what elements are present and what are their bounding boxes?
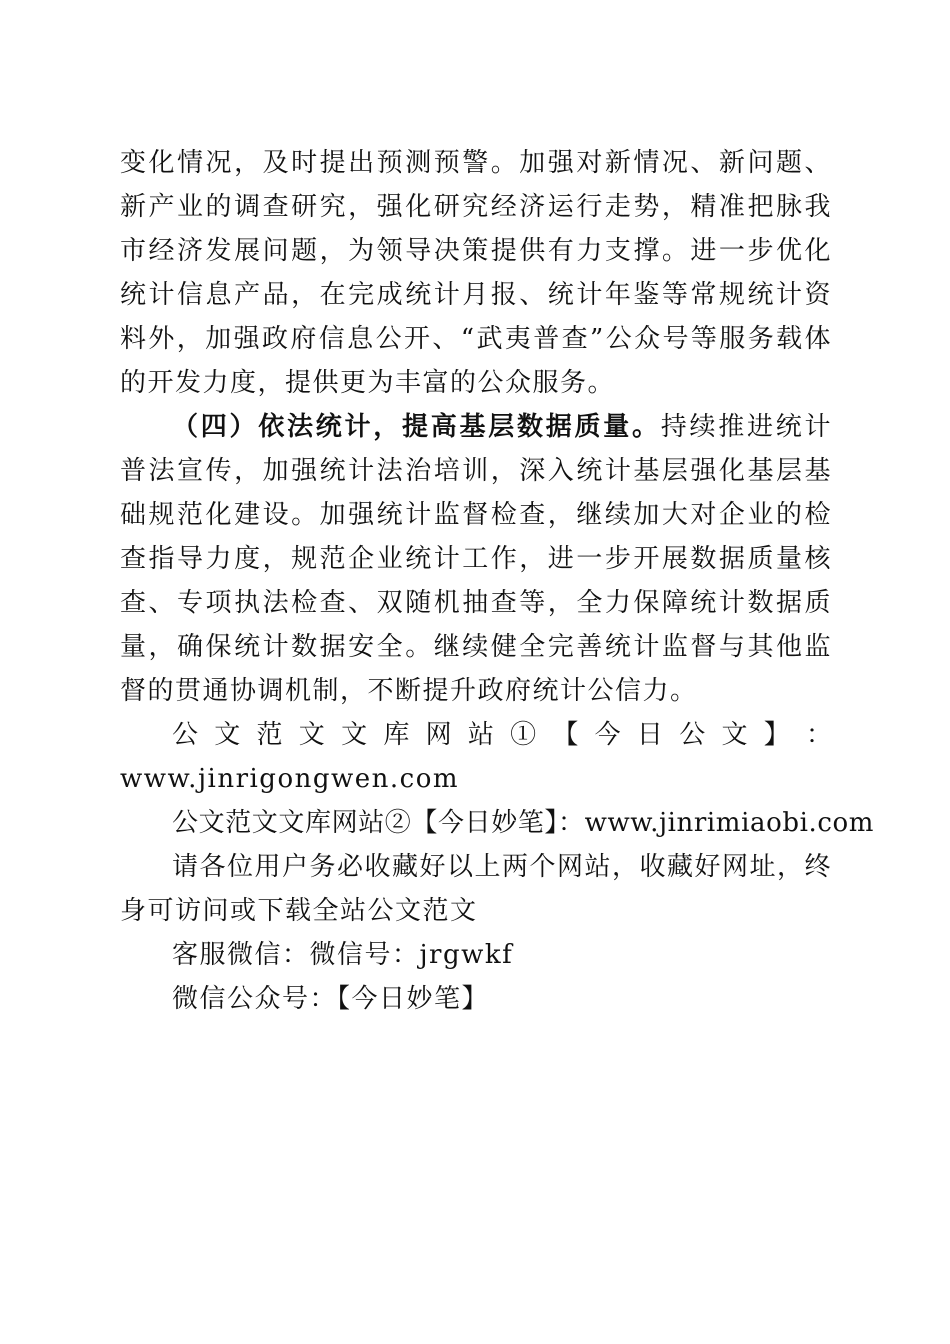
wechat-public: 微信公众号：【今日妙笔】 [172, 984, 490, 1014]
section-heading: （四）依法统计，提高基层数据质量。 [172, 412, 661, 442]
site1-url: www.jinrigongwen.com [120, 764, 460, 794]
site1-label: 公 文 范 文 文 库 网 站 ① 【 今 日 公 文 】 ： [172, 720, 832, 750]
body-paragraph-1: 变化情况，及时提出预测预警。加强对新情况、新问题、新产业的调查研究，强化研究经济运行走势，精准把脉我市经济发展问题，为领导决策提供有力支撑。进一步优化统计信息产品，在完成统计月报、统计年鉴等常规统计资料外，加强政府信息公开、“武夷普查”公众号等服务载体的开发力度，提供更为丰富的公众服务。 [120, 148, 832, 398]
body-paragraph-2 [120, 405, 832, 713]
site2-line: 公文范文文库网站②【今日妙笔】：www.jinrimiaobi.com [172, 808, 875, 838]
wechat-service: 客服微信：微信号：jrgwkf [172, 940, 514, 970]
document-page [120, 141, 875, 1021]
notice-paragraph: 请各位用户务必收藏好以上两个网站，收藏好网址，终身可访问或下载全站公文范文 [120, 852, 833, 926]
section-text: 持续推进统计普法宣传，加强统计法治培训，深入统计基层强化基层基础规范化建设。加强统计监督检查，继续加大对企业的检查指导力度，规范企业统计工作，进一步开展数据质量核查、专项执法检查、双随机抽查等，全力保障统计数据质量，确保统计数据安全。继续健全完善统计监督与其他监督的贯通协调机制，不断提升政府统计公信力。 [120, 412, 832, 706]
